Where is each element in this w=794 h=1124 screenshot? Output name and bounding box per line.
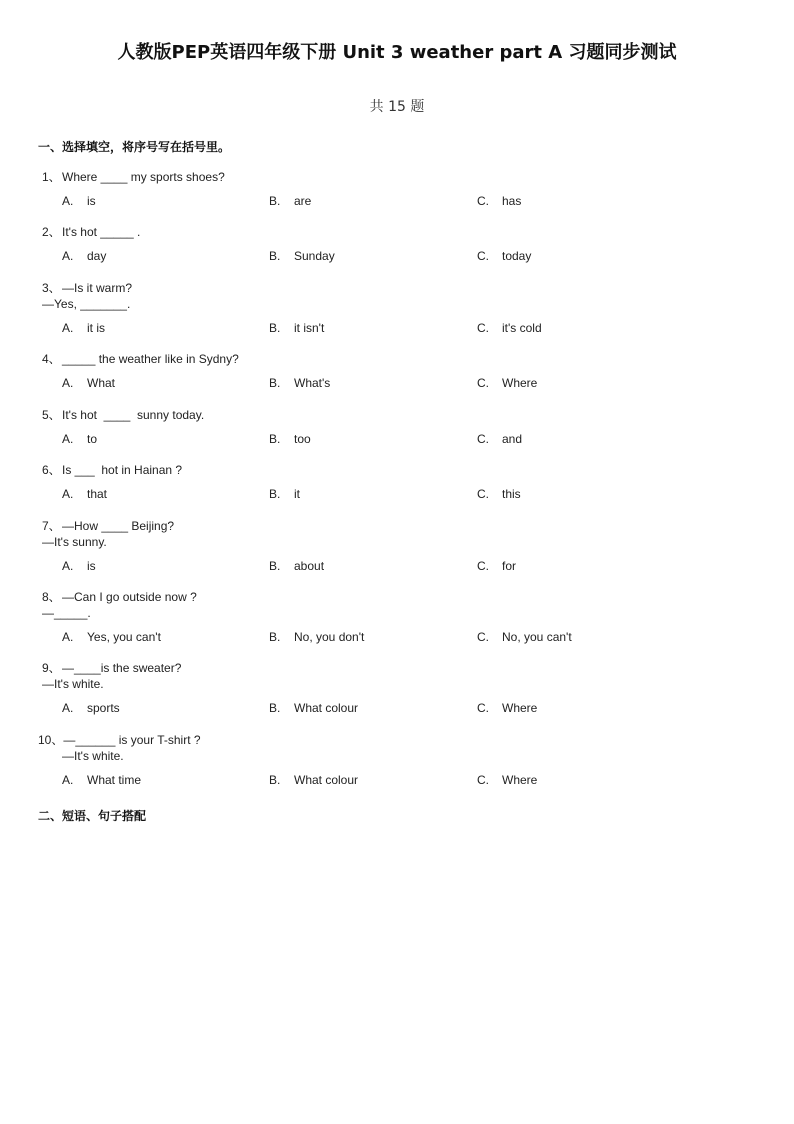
option-a[interactable] [62,375,115,391]
option-text: Sunday [294,249,335,263]
option-letter: C. [477,321,489,335]
option-text: has [502,194,522,208]
option-row [42,700,742,716]
question-number: 1、 [42,170,61,184]
option-a[interactable] [62,248,106,264]
option-text: that [87,487,108,501]
option-text: No, you don't [294,630,365,644]
option-letter: A. [62,559,74,573]
option-text: What colour [294,773,359,787]
option-letter: B. [269,432,281,446]
question-number: 7、 [42,519,61,533]
question-number: 3、 [42,281,61,295]
option-letter: C. [477,773,489,787]
question-stem: It's hot _____ . [62,225,141,239]
option-row [42,248,742,264]
option-b[interactable] [269,629,364,645]
question-8 [42,589,742,645]
question-9 [42,660,742,716]
option-text: Where [502,701,538,715]
option-letter: A. [62,773,74,787]
option-text: are [294,194,312,208]
option-row [42,375,742,391]
question-number: 9、 [42,661,61,675]
option-text: What colour [294,701,359,715]
option-letter: C. [477,376,489,390]
option-text: it isn't [294,321,325,335]
option-letter: A. [62,194,74,208]
question-3 [42,280,742,336]
option-c[interactable] [477,375,537,391]
option-text: What time [87,773,142,787]
question-stem: —Is it warm? [62,281,133,295]
option-letter: A. [62,630,74,644]
option-c[interactable] [477,629,572,645]
option-text: Yes, you can't [87,630,161,644]
option-letter: B. [269,194,281,208]
question-7 [42,518,742,574]
question-number: 4、 [42,352,61,366]
option-text: No, you can't [502,630,572,644]
option-b[interactable] [269,193,311,209]
option-letter: B. [269,376,281,390]
question-stem-line2: —Yes, _______. [42,297,131,311]
option-text: Where [502,773,538,787]
option-row [42,431,742,447]
option-c[interactable] [477,700,537,716]
option-row [42,486,742,502]
option-text: What's [294,376,331,390]
question-6 [42,462,742,502]
question-1 [42,169,742,209]
option-letter: B. [269,630,281,644]
option-letter: C. [477,432,489,446]
question-stem: Where ____ my sports shoes? [62,170,225,184]
option-text: it [294,487,300,501]
option-letter: B. [269,487,281,501]
option-text: it's cold [502,321,542,335]
option-text: day [87,249,107,263]
option-letter: A. [62,432,74,446]
option-b[interactable] [269,558,324,574]
question-stem-line2: —It's sunny. [42,535,107,549]
document-title: 人教版PEP英语四年级下册 Unit 3 weather part A 习题同步测试 [117,42,677,63]
option-letter: C. [477,194,489,208]
option-letter: A. [62,487,74,501]
question-number: 5、 [42,408,61,422]
option-text: and [502,432,523,446]
question-stem: —____is the sweater? [62,661,182,675]
option-b[interactable] [269,772,358,788]
option-text: for [502,559,517,573]
question-stem-line2: —It's white. [62,749,124,763]
option-letter: B. [269,249,281,263]
question-2 [42,224,742,264]
option-a[interactable] [62,558,96,574]
option-letter: C. [477,487,489,501]
option-a[interactable] [62,320,105,336]
option-text: is [87,559,96,573]
option-row [42,629,742,645]
option-c[interactable] [477,558,516,574]
option-b[interactable] [269,320,324,336]
option-b[interactable] [269,700,358,716]
option-a[interactable] [62,700,120,716]
option-row [42,320,742,336]
option-text: Where [502,376,538,390]
option-text: today [502,249,532,263]
question-number: 6、 [42,463,61,477]
option-letter: B. [269,773,281,787]
option-row [42,558,742,574]
question-number: 10、 [38,733,64,747]
option-text: too [294,432,311,446]
option-c[interactable] [477,772,537,788]
option-b[interactable] [269,431,311,447]
section-2-heading: 二、短语、句子搭配 [38,809,147,823]
option-c[interactable] [477,486,521,502]
option-a[interactable] [62,486,107,502]
option-text: sports [87,701,120,715]
option-c[interactable] [477,431,522,447]
option-text: to [87,432,98,446]
option-a[interactable] [62,772,141,788]
option-letter: C. [477,249,489,263]
option-b[interactable] [269,248,335,264]
option-letter: A. [62,321,74,335]
question-number: 8、 [42,590,61,604]
question-number: 2、 [42,225,61,239]
option-text: about [294,559,325,573]
question-stem: _____ the weather like in Sydny? [62,352,239,366]
option-text: What [87,376,116,390]
option-b[interactable] [269,486,300,502]
question-stem-line2: —_____. [42,606,91,620]
question-stem: It's hot ____ sunny today. [62,408,205,422]
option-letter: A. [62,376,74,390]
option-letter: C. [477,701,489,715]
option-c[interactable] [477,193,521,209]
question-stem: —How ____ Beijing? [62,519,175,533]
option-c[interactable] [477,248,531,264]
option-letter: A. [62,249,74,263]
option-b[interactable] [269,375,330,391]
question-10 [38,732,738,788]
option-text: it is [87,321,105,335]
question-stem-line2: —It's white. [42,677,104,691]
question-stem: —______ is your T-shirt ? [63,733,201,747]
section-1-heading: 一、选择填空，将序号写在括号里。 [38,140,231,154]
question-5 [42,407,742,447]
question-4 [42,351,742,391]
option-c[interactable] [477,320,542,336]
option-letter: B. [269,701,281,715]
option-row [42,193,742,209]
question-stem: Is ___ hot in Hainan ? [62,463,183,477]
option-text: this [502,487,521,501]
option-row [42,772,742,788]
option-letter: B. [269,559,281,573]
option-letter: B. [269,321,281,335]
option-letter: C. [477,559,489,573]
question-stem: —Can I go outside now ? [62,590,197,604]
question-count: 共 15 题 [369,99,425,115]
option-a[interactable] [62,193,96,209]
option-a[interactable] [62,431,97,447]
option-letter: C. [477,630,489,644]
option-letter: A. [62,701,74,715]
option-a[interactable] [62,629,161,645]
option-text: is [87,194,96,208]
